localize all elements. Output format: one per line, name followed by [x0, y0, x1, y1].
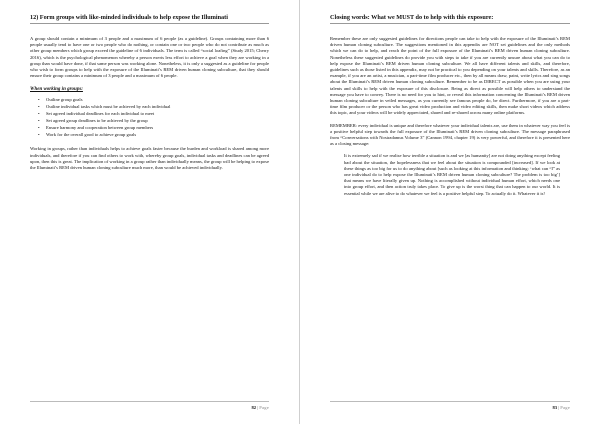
block-quote: It is extremely sad if we realise how terrible a situation is and we [as humanity] are not doing anything except feeling bad about the situation, the hopelessness that we feel about the situation is compounded [increased]. If we look at these things as too big for us to do anything about [such as looking at this information and thinking: ‘what can “I” as one individual do to help expose the Illuminati’s REM driven human cloning subculture? The problem is too big’] that means we have literally given up. Nothing is accomplished without individual human effort, which needs one into group effort, and then action truly takes place. To give up is the worst thing that can happen to our world. It is essential while we are alive to do whatever we feel is a positive helpful step. To actually do it. Whatever it is!	[344, 153, 560, 196]
page-separator: |	[257, 405, 259, 410]
page-footer	[330, 401, 570, 410]
body-paragraph: REMEMBER: every individual is unique and therefore whatever your individual talents are, use them in whatever way you feel is a positive helpful step towards the full exposure of the Illuminati’s REM driven cloning subculture. The message paraphrased from “Conversations with Nostradamus Volume 3” (Cannon 1994, chapter 19) is very powerful, and therefore it is presented here as a closing message:	[330, 122, 570, 147]
bullet-item: • Outline group goals	[46, 96, 269, 103]
bullet-item: • Outline individual tasks which must be achieved by each individual	[46, 103, 269, 110]
body-paragraph: Remember these are only suggested guidelines for directions people can take to help with the exposure of the Illuminati’s REM driven human cloning subculture. The suggestions mentioned in this appendix are NOT set guidelines and the only methods which we can do to help, and reach the point of the full exposure of the Illuminati’s REM driven human cloning subculture. Nonetheless these suggested guidelines do provide you with steps to take if you are currently unsure about what you can do to help expose the Illuminati’s REM driven human cloning subculture. We all have different talents and skills, and therefore, guidelines such as those listed in this appendix, may not be practical to you depending on your talents and skills. Therefore, as an example, if you are an artist, a musician, a part-time film producer etc., then by all means draw, paint, write lyrics and sing songs about the Illuminati’s REM driven human cloning subculture. Remember to be as DIRECT as possible when you are using your talents and skills to help with the exposure of this disclosure. Being as direct as possible will help others to understand the message you have to convey. There is no need for you to hint, or reveal this information concerning the Illuminati’s REM driven human cloning subculture in veiled messages, as you currently see famous people do, be direct. Furthermore, if you are a part-time film producer or the person who has great video production and video editing skills, then make short videos which address this topic, and your videos will be widely appreciated, shared and re-shared across many online platforms.	[330, 36, 570, 116]
bullet-item: • Work for the overall good to achieve group goals	[46, 131, 269, 138]
bullet-item: • Ensure harmony and cooperation between group members	[46, 124, 269, 131]
section-heading: 12) Form groups with like-minded individuals to help expose the Illuminati	[30, 14, 269, 24]
page-label: Page	[259, 405, 269, 410]
section-heading: Closing words: What we MUST do to help with this exposure:	[330, 14, 570, 24]
bullet-list	[30, 96, 269, 138]
body-paragraph: A group should contain a minimum of 3 people and a maximum of 6 people (as a guideline). Groups containing more than 6 people usually tend to have one or two people who do nothing, or contain one or two people who do not contribute as much as other group members which group exceed the guideline of 6 individuals. The term is called “social loafing” (Study 2015; Cherry 2016), which is the psychological phenomenon whereby a person exerts less effort to achieve a goal when they are working in a group than would have done, if that same person was working alone. Nonetheless, it is only a suggested as a guideline for people who wish to form groups to help with the exposure of the Illuminati’s REM driven human cloning subculture, that they should ensure their group contains a minimum of 3 people and a maximum of 6 people.	[30, 36, 269, 79]
right-page	[300, 0, 600, 424]
page-footer	[30, 401, 269, 410]
bullet-item: • Set agreed individual deadlines for each individual to meet	[46, 110, 269, 117]
body-paragraph: Working in groups, rather than individuals helps to achieve goals faster because the burden and workload is shared among more individuals, and therefore if you can find others to work with, whereby group goals, individual tasks and deadlines can be agreed upon, then this is great. The implication of working in a group rather than individually means, the group will be helping to expose the Illuminati’s REM driven human cloning subculture much more, than would be achieved individually.	[30, 146, 269, 171]
page-label: Page	[560, 405, 570, 410]
page-number: 83	[552, 405, 558, 410]
page-separator: |	[558, 405, 560, 410]
bullet-item: • Set agreed group deadlines to be achieved by the group	[46, 117, 269, 124]
page-number: 82	[251, 405, 257, 410]
subheading: When working in groups:	[30, 87, 83, 93]
